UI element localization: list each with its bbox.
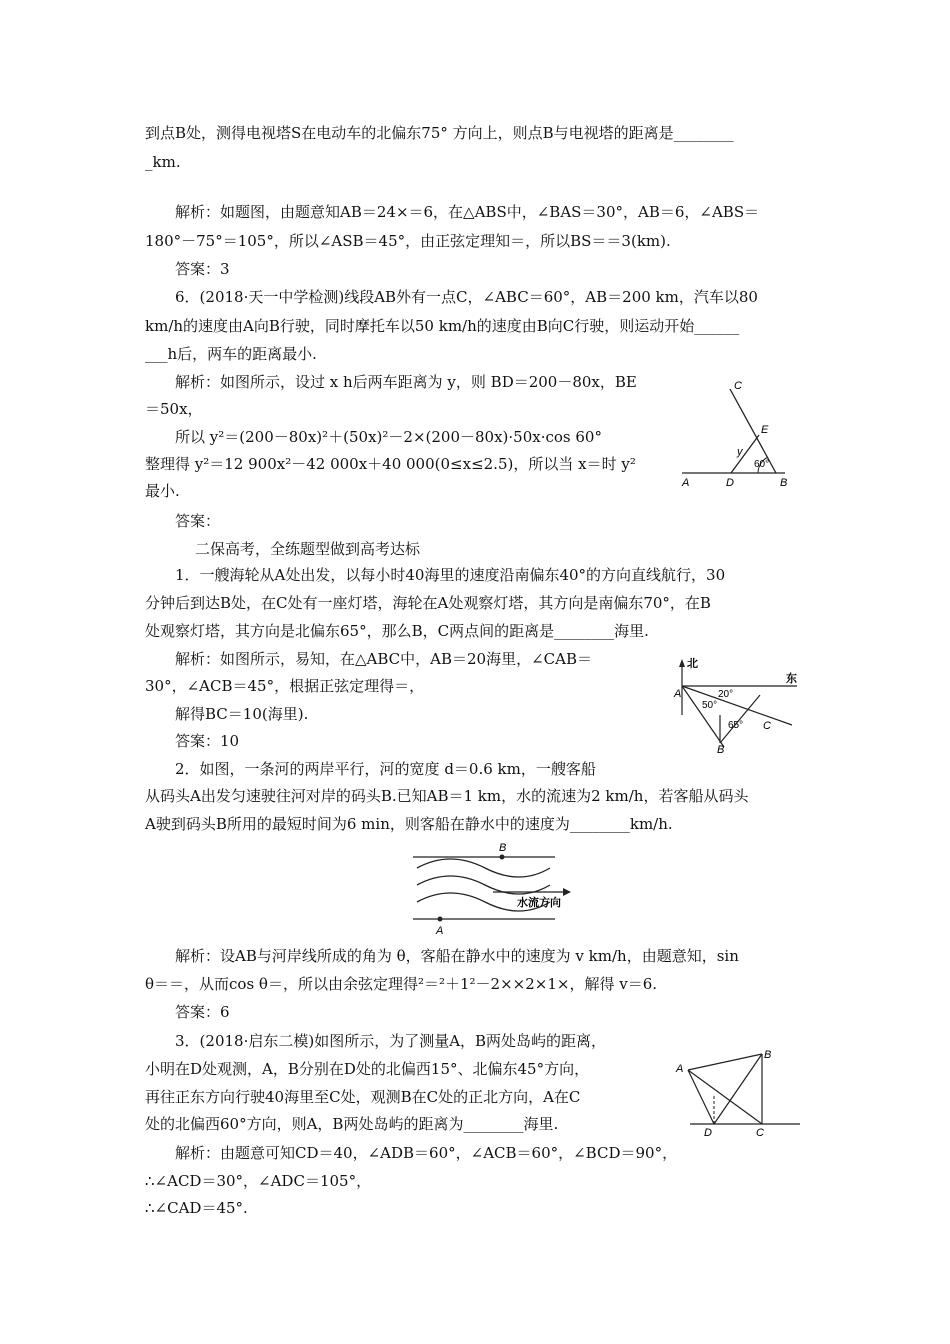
text-line: 180°－75°＝105°，所以∠ASB＝45°，由正弦定理知＝，所以BS＝＝3(km). xyxy=(145,232,671,250)
text-line: ＝50x， xyxy=(145,400,203,418)
label-y: y xyxy=(737,446,743,458)
text-line: km/h的速度由A向B行驶，同时摩托车以50 km/h的速度由B向C行驶，则运动开始______ xyxy=(145,317,740,335)
text-line: ∴∠CAD＝45°. xyxy=(145,1199,248,1217)
text-line: ___h后，两车的距离最小. xyxy=(145,345,317,363)
label-a: A xyxy=(674,688,682,700)
label-angle-60: 60° xyxy=(754,459,770,470)
text-line: 解析：如图所示，设过 x h后两车距离为 y，则 BD＝200－80x，BE xyxy=(175,373,637,391)
label-a: A xyxy=(676,1063,684,1075)
text-line: 解析：如题图，由题意知AB＝24×＝6，在△ABS中，∠BAS＝30°，AB＝6，∠ABS＝ xyxy=(175,203,760,221)
text-line: 3．(2018·启东二模)如图所示，为了测量A，B两处岛屿的距离， xyxy=(175,1032,607,1050)
label-d: D xyxy=(726,477,734,489)
label-c: C xyxy=(734,380,742,392)
text-line: 整理得 y²＝12 900x²－42 000x＋40 000(0≤x≤2.5)，所以当 x＝时 y² xyxy=(145,455,636,473)
text-line: 从码头A出发匀速驶往河对岸的码头B.已知AB＝1 km，水的流速为2 km/h，若客船从码头 xyxy=(145,787,749,805)
text-line: θ＝＝，从而cos θ＝，所以由余弦定理得²＝²＋1²－2××2×1×，解得 v＝6. xyxy=(145,975,658,993)
text-line: 再往正东方向行驶40海里至C处，观测B在C处的正北方向，A在C xyxy=(145,1088,581,1106)
text-line: 解析：如图所示，易知，在△ABC中，AB＝20海里，∠CAB＝ xyxy=(175,650,592,668)
label-east: 东 xyxy=(786,673,797,685)
text-line: 分钟后到达B处，在C处有一座灯塔，海轮在A处观察灯塔，其方向是南偏东70°，在B xyxy=(145,594,711,612)
label-flow-direction: 水流方向 xyxy=(517,897,561,909)
lighthouse-figure xyxy=(672,655,807,755)
text-line: 30°，∠ACB＝45°，根据正弦定理得＝， xyxy=(145,677,425,695)
text-line: 答案：3 xyxy=(175,260,230,278)
triangle-figure-1 xyxy=(670,375,800,490)
text-line: 6．(2018·天一中学检测)线段AB外有一点C，∠ABC＝60°，AB＝200 km，汽车以80 xyxy=(175,288,758,306)
text-line: 1．一艘海轮从A处出发，以每小时40海里的速度沿南偏东40°的方向直线航行，30 xyxy=(175,566,726,584)
text-line: ∴∠ACD＝30°，∠ADC＝105°， xyxy=(145,1172,372,1190)
label-c: C xyxy=(756,1127,764,1138)
text-line: 处观察灯塔，其方向是北偏东65°，那么B，C两点间的距离是________海里. xyxy=(145,622,649,640)
label-b: B xyxy=(764,1049,772,1061)
islands-figure xyxy=(670,1040,805,1138)
label-d: D xyxy=(704,1127,712,1138)
text-line: A驶到码头B所用的最短时间为6 min，则客船在静水中的速度为________km/h. xyxy=(145,815,673,833)
label-c: C xyxy=(763,720,771,732)
label-b: B xyxy=(717,744,725,755)
text-line: 所以 y²＝(200－80x)²＋(50x)²－2×(200－80x)·50x·cos 60° xyxy=(175,428,602,446)
label-angle-20: 20° xyxy=(718,689,734,700)
text-line: 2．如图，一条河的两岸平行，河的宽度 d＝0.6 km，一艘客船 xyxy=(175,760,596,778)
label-a: A xyxy=(436,925,444,937)
label-angle-50: 50° xyxy=(702,700,718,711)
text-line: 处的北偏西60°方向，则A，B两处岛屿的距离为________海里. xyxy=(145,1115,559,1133)
text-line: 最小. xyxy=(145,482,180,500)
text-line: 到点B处，测得电视塔S在电动车的北偏东75° 方向上，则点B与电视塔的距离是________ xyxy=(145,124,734,142)
text-line: 答案：10 xyxy=(175,732,240,750)
text-line: 解得BC＝10(海里). xyxy=(175,705,309,723)
label-a: A xyxy=(682,477,690,489)
label-b: B xyxy=(499,842,507,854)
text-line: _km. xyxy=(145,153,181,171)
label-angle-65: 65° xyxy=(728,720,744,731)
river-figure xyxy=(405,840,585,938)
text-line: 解析：由题意可知CD＝40，∠ADB＝60°，∠ACB＝60°，∠BCD＝90°， xyxy=(175,1144,678,1162)
label-b: B xyxy=(780,477,788,489)
text-line: 解析：设AB与河岸线所成的角为 θ，客船在静水中的速度为 v km/h，由题意知，sin xyxy=(175,947,739,965)
text-line: 小明在D处观测，A，B分别在D处的北偏西15°、北偏东45°方向， xyxy=(145,1060,590,1078)
text-line: 答案：6 xyxy=(175,1003,230,1021)
text-line: 答案： xyxy=(175,512,221,530)
label-north: 北 xyxy=(687,658,698,670)
label-e: E xyxy=(761,424,769,436)
section-heading: 二保高考，全练题型做到高考达标 xyxy=(195,540,421,558)
